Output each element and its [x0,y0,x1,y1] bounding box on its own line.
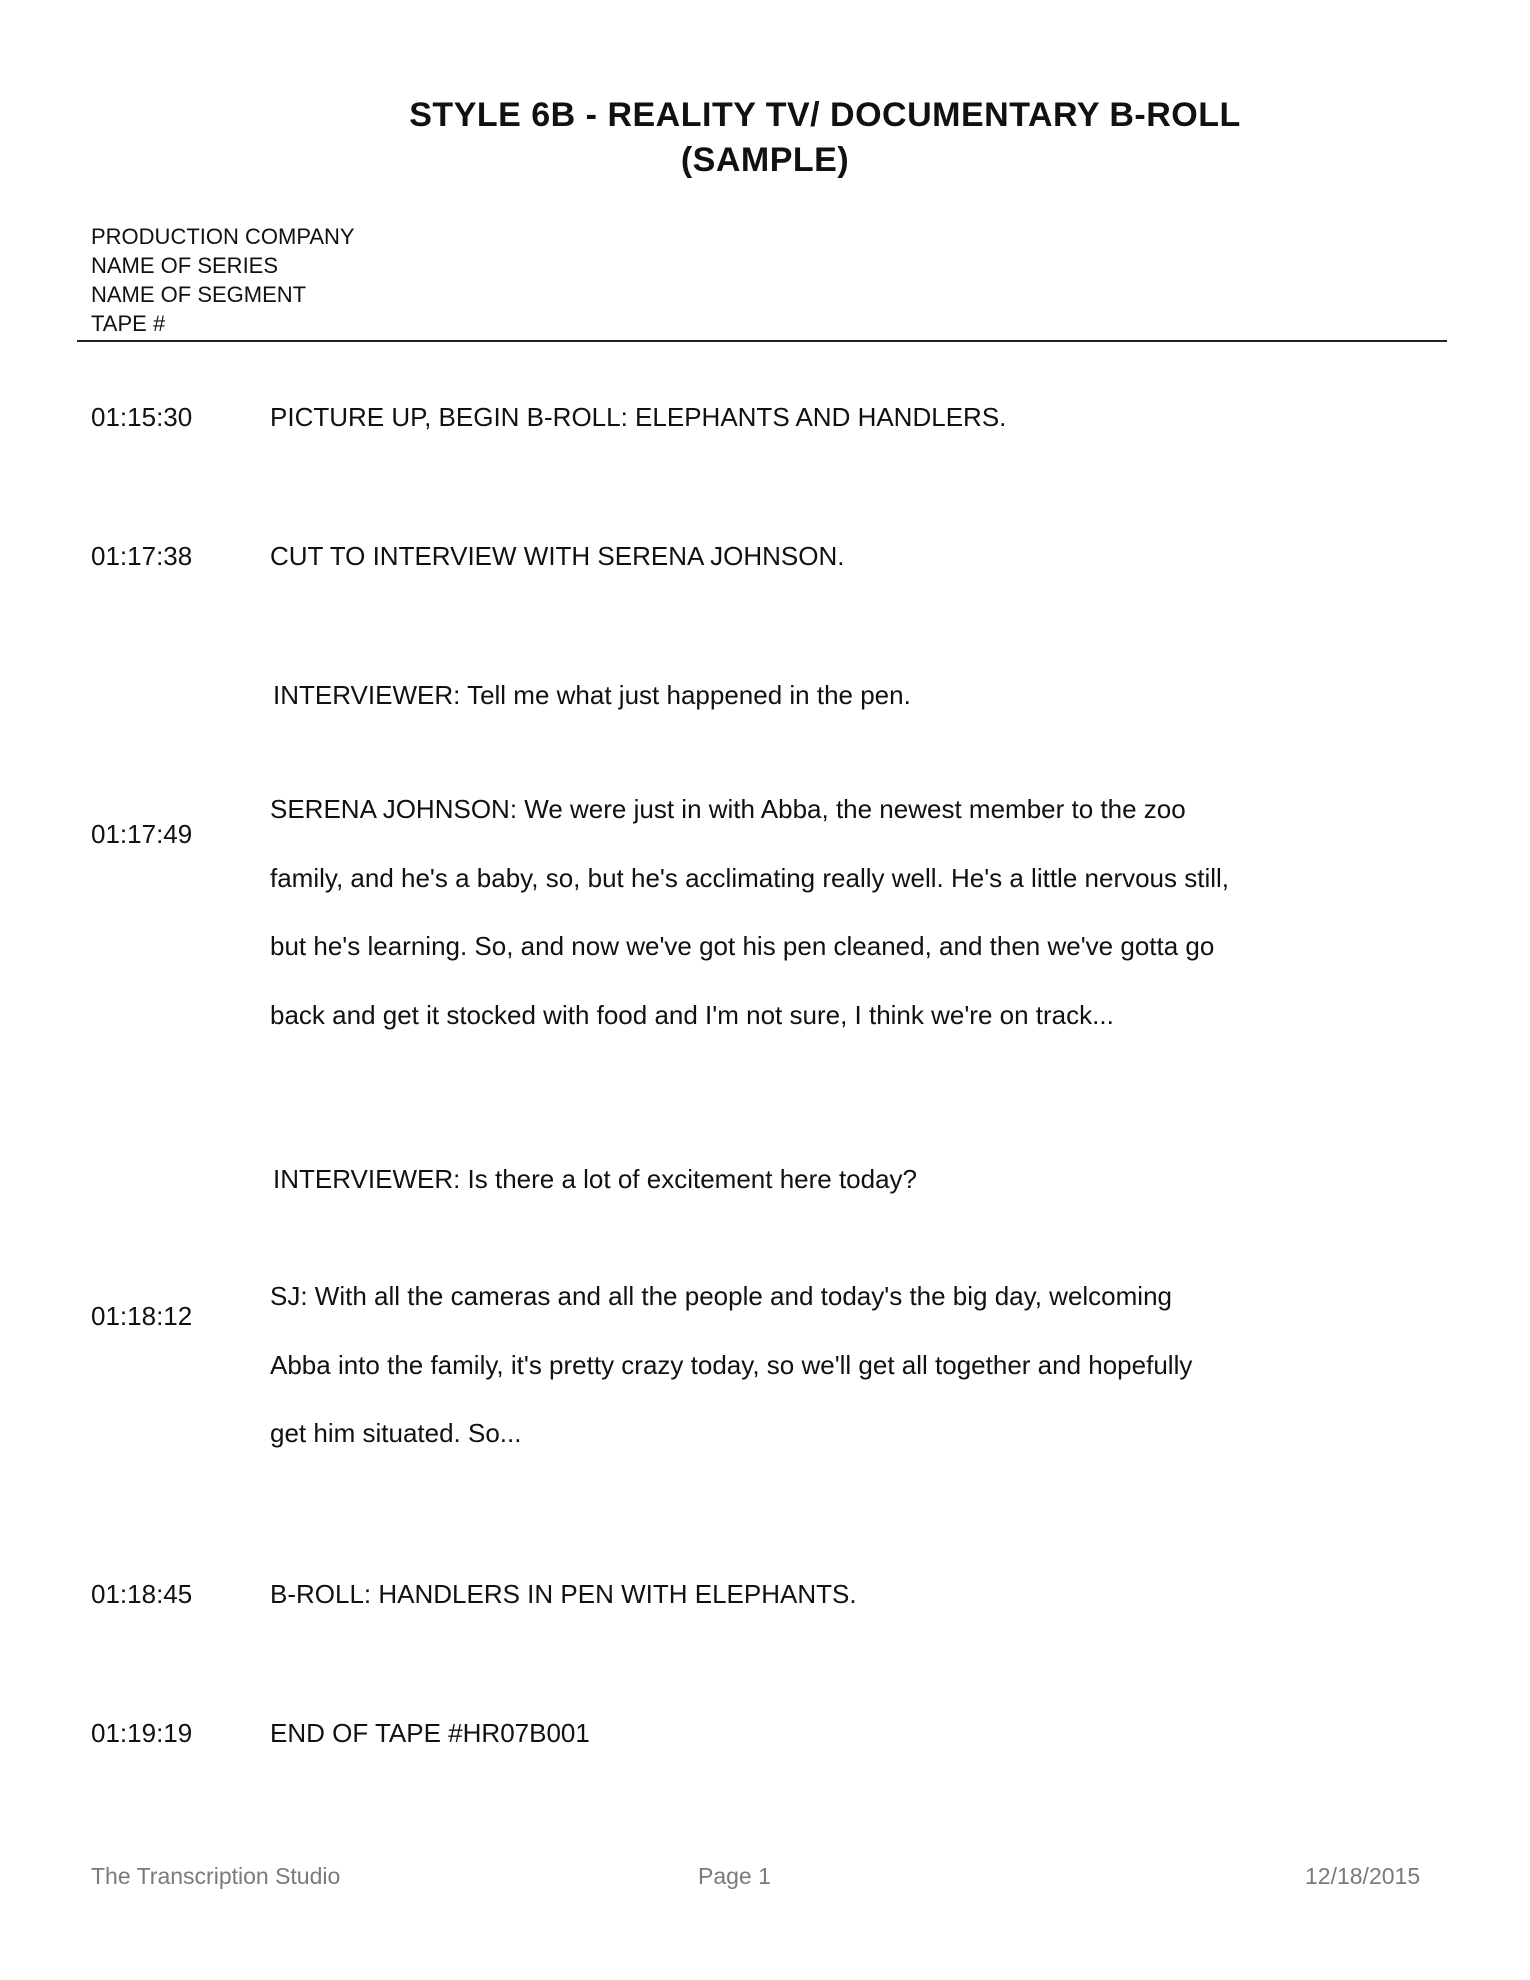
timecode: 01:18:45 [91,1579,193,1609]
header-fields [91,222,355,338]
timecode: 01:17:38 [91,541,193,571]
tape-number-field: TAPE # [91,311,166,336]
interviewer-question: INTERVIEWER: Tell me what just happened in the pen. [273,680,911,710]
footer-page-number: Page 1 [698,1863,771,1889]
interviewer-question: INTERVIEWER: Is there a lot of excitement here today? [273,1164,918,1194]
series-name-field: NAME OF SERIES [91,253,279,278]
header-divider [77,340,1447,342]
document-subtitle: (SAMPLE) [680,141,850,179]
footer-company: The Transcription Studio [91,1863,341,1889]
document-title: STYLE 6B - REALITY TV/ DOCUMENTARY B-ROLL [409,96,1241,134]
paragraph-line: but he's learning. So, and now we've got his pen cleaned, and then we've gotta go [270,931,1215,961]
entry-text: END OF TAPE #HR07B001 [270,1718,590,1748]
entry-text: CUT TO INTERVIEW WITH SERENA JOHNSON. [270,541,845,571]
timecode: 01:17:49 [91,819,193,849]
paragraph-line: SERENA JOHNSON: We were just in with Abba, the newest member to the zoo [270,794,1186,824]
speaker-paragraph [270,1262,1192,1468]
paragraph-line: SJ: With all the cameras and all the people and today's the big day, welcoming [270,1281,1172,1311]
paragraph-line: get him situated. So... [270,1418,522,1448]
entry-text: B-ROLL: HANDLERS IN PEN WITH ELEPHANTS. [270,1579,857,1609]
paragraph-line: back and get it stocked with food and I'm not sure, I think we're on track... [270,999,1114,1030]
timecode: 01:18:12 [91,1301,193,1331]
paragraph-line: Abba into the family, it's pretty crazy today, so we'll get all together and hopefully [270,1349,1193,1380]
timecode: 01:19:19 [91,1718,193,1748]
entry-text: PICTURE UP, BEGIN B-ROLL: ELEPHANTS AND HANDLERS. [270,402,1007,432]
paragraph-line: family, and he's a baby, so, but he's acclimating really well. He's a little nervous still, [270,862,1230,893]
segment-name-field: NAME OF SEGMENT [91,282,307,307]
production-company-field: PRODUCTION COMPANY [91,224,355,249]
timecode: 01:15:30 [91,402,193,432]
speaker-paragraph [270,775,1229,1049]
footer-date: 12/18/2015 [1305,1863,1421,1889]
